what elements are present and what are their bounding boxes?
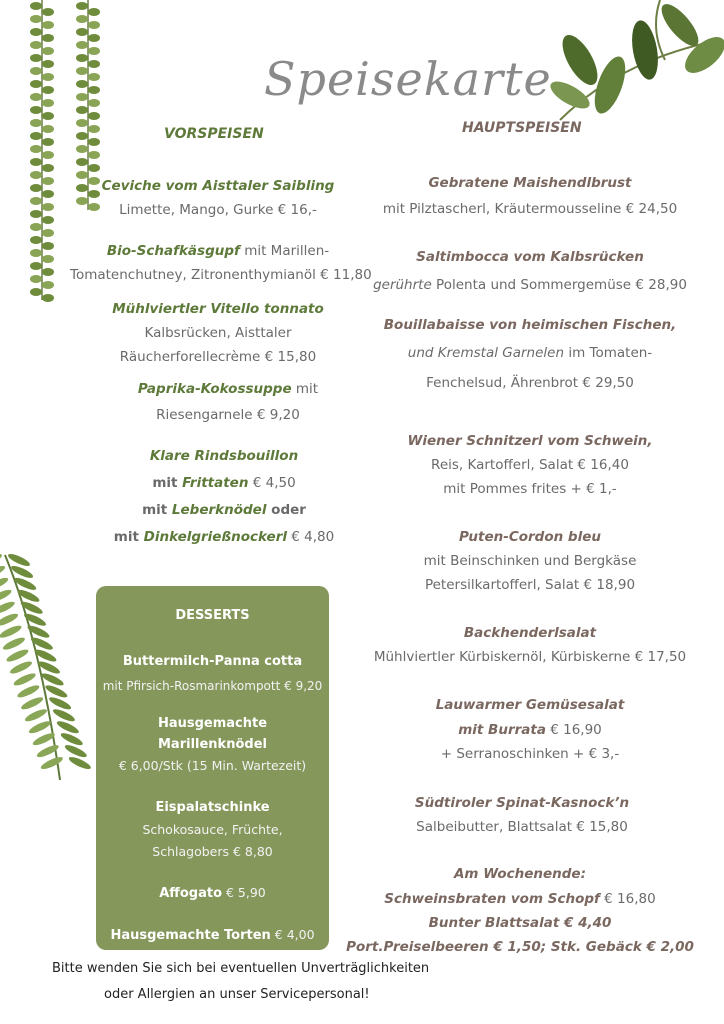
- dish-description: mit Pommes frites + € 1,-: [443, 481, 617, 497]
- hauptspeise-item: Lauwarmer Gemüsesalat mit Burrata € 16,90 + Serranoschinken + € 3,-: [370, 693, 690, 766]
- dish-name: Wiener Schnitzerl vom Schwein,: [407, 433, 653, 449]
- vorspeise-item: [70, 238, 372, 287]
- dessert-item: [96, 796, 329, 864]
- allergy-note: Bitte wenden Sie sich bei eventuellen Unverträglichkeiten: [52, 961, 430, 976]
- vorspeise-item: [80, 376, 376, 427]
- dessert-description: € 6,00/Stk (15 Min. Wartezeit): [118, 758, 307, 773]
- dessert-name: Eispalatschinke: [155, 800, 270, 815]
- dessert-name: Buttermilch-Panna cotta: [122, 654, 303, 669]
- dessert-description: Schlagobers € 8,80: [152, 844, 273, 859]
- weekend-line: Port.Preiselbeeren € 1,50; Stk. Gebäck € 2,00: [346, 939, 694, 955]
- dish-name: Lauwarmer Gemüsesalat: [435, 697, 625, 713]
- dish-description: mit Marillen-: [239, 243, 330, 259]
- dish-name: Bio-Schafkäsgupf: [106, 243, 240, 259]
- weekend-line: Bunter Blattsalat € 4,40: [428, 915, 612, 931]
- dish-description: Salbeibutter, Blattsalat € 15,80: [416, 819, 628, 835]
- dish-name: Backhenderlsalat: [463, 625, 597, 641]
- hauptspeise-item: [362, 791, 682, 839]
- allergy-note: oder Allergien an unser Servicepersonal!: [104, 987, 370, 1002]
- dessert-price: € 4,00: [270, 927, 315, 942]
- hauptspeise-item: [370, 429, 690, 501]
- vorspeise-item: Klare Rindsbouillon mit Frittaten € 4,50 mit Leberknödel oder mit Dinkelgrießnockerl € 4,80: [76, 444, 372, 549]
- dish-name: Saltimbocca vom Kalbsrücken: [416, 249, 644, 265]
- dish-description: Limette, Mango, Gurke € 16,-: [119, 202, 317, 218]
- section-heading-hauptspeisen: HAUPTSPEISEN: [462, 120, 582, 136]
- hauptspeise-item: [362, 621, 698, 669]
- vorspeise-item: [70, 297, 366, 369]
- dessert-price: € 5,90: [222, 885, 266, 900]
- dish-name: Klare Rindsbouillon: [149, 448, 299, 464]
- dessert-name: Affogato: [159, 886, 222, 901]
- dish-description: mit Pilztascherl, Kräutermousseline € 24,50: [382, 201, 678, 217]
- dish-name: Puten-Cordon bleu: [459, 529, 601, 545]
- dessert-name: Hausgemachte Torten: [110, 928, 271, 943]
- dish-name: Paprika-Kokossuppe: [137, 381, 292, 397]
- dessert-item: [96, 922, 329, 948]
- dish-name: Gebratene Maishendlbrust: [428, 175, 632, 191]
- leaf-branch-icon: [540, 0, 724, 130]
- dessert-name: Hausgemachte: [157, 716, 268, 731]
- dish-description: mit: [291, 381, 319, 397]
- vorspeise-item: [70, 174, 366, 222]
- desserts-section: [96, 604, 329, 628]
- dish-description: Räucherforellecrème € 15,80: [119, 349, 317, 365]
- dessert-name: Marillenknödel: [158, 737, 267, 752]
- hauptspeise-item: Saltimbocca vom Kalbsrücken gerührte Polenta und Sommergemüse € 28,90: [370, 245, 690, 297]
- fern-icon: [0, 550, 100, 790]
- dish-description: Tomatenchutney, Zitronenthymianöl € 11,80: [70, 267, 372, 283]
- dish-description: + Serranoschinken + € 3,-: [440, 746, 620, 762]
- dessert-item: [96, 880, 329, 906]
- section-heading-desserts: DESSERTS: [175, 608, 250, 623]
- section-heading-vorspeisen: VORSPEISEN: [164, 126, 264, 142]
- dish-description: Fenchelsud, Ährenbrot € 29,50: [426, 375, 634, 391]
- dish-description: Kalbsrücken, Aisttaler: [144, 325, 292, 341]
- page-title: Speisekarte: [264, 52, 552, 106]
- hauptspeise-item: Bouillabaisse von heimischen Fischen, und Kremstal Garnelen im Tomaten- Fenchelsud, Ährenbrot € 29,50: [370, 313, 690, 395]
- dessert-description: mit Pfirsich-Rosmarinkompott € 9,20: [102, 679, 323, 693]
- weekend-section: Am Wochenende: Schweinsbraten vom Schopf € 16,80 Bunter Blattsalat € 4,40 Port.Preiselbeeren € 1,50; Stk. Gebäck € 2,00: [340, 862, 700, 959]
- dish-name: Ceviche vom Aisttaler Saibling: [101, 178, 335, 194]
- hauptspeise-item: [370, 171, 690, 221]
- hauptspeise-item: [370, 525, 690, 597]
- dish-description: Riesengarnele € 9,20: [156, 407, 300, 423]
- dessert-item: [92, 650, 333, 698]
- dish-description: Reis, Kartofferl, Salat € 16,40: [431, 457, 629, 473]
- dish-description: mit Beinschinken und Bergkäse: [423, 553, 637, 569]
- dessert-description: Schokosauce, Früchte,: [142, 822, 283, 837]
- dessert-item: [96, 712, 329, 778]
- weekend-heading: Am Wochenende:: [453, 866, 586, 882]
- dish-name: Mühlviertler Vitello tonnato: [112, 301, 324, 317]
- dish-name: Bouillabaisse von heimischen Fischen,: [383, 317, 677, 333]
- dish-description: Petersilkartofferl, Salat € 18,90: [424, 577, 636, 593]
- dish-name: Südtiroler Spinat-Kasnock’n: [414, 795, 630, 811]
- dish-description: Mühlviertler Kürbiskernöl, Kürbiskerne € 17,50: [373, 649, 687, 665]
